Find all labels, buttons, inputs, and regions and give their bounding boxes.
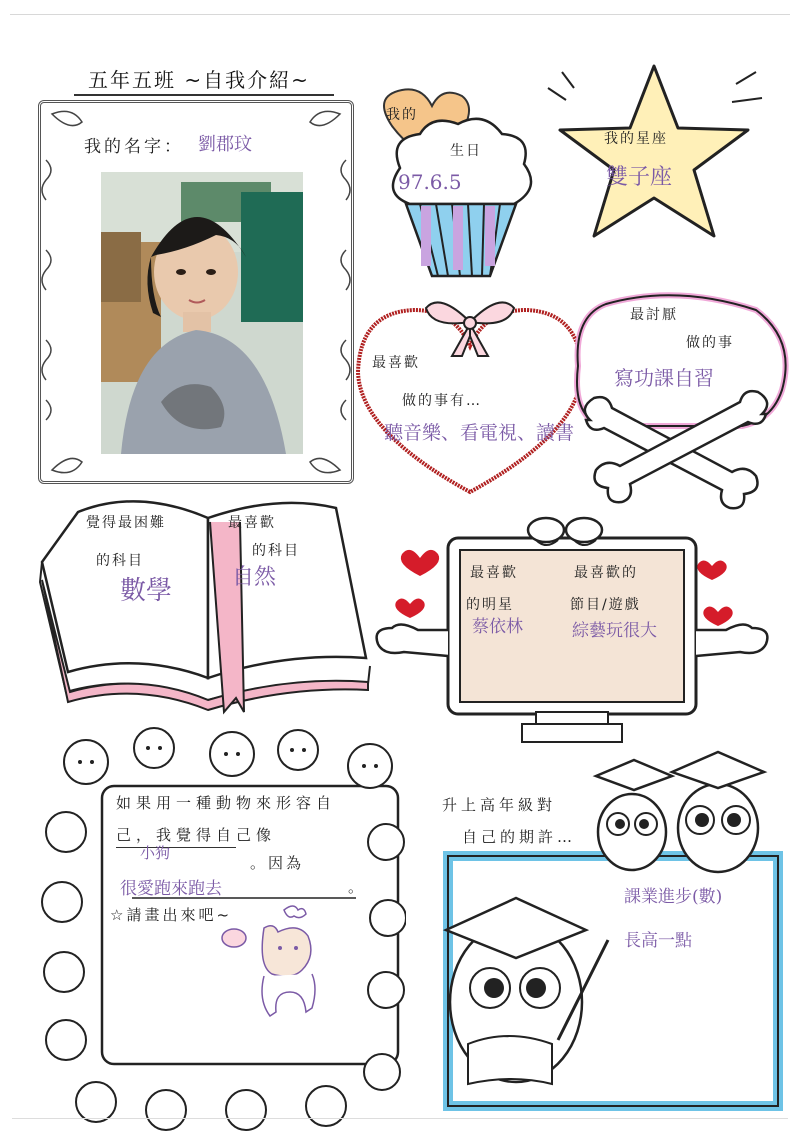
tv-show-label-2: 節目/遊戲 [570, 597, 641, 613]
animal-prompt-1: 如果用一種動物來形容自 [116, 794, 337, 812]
expectation-value-1: 課業進步(數) [624, 887, 723, 907]
animal-prompt-2: 己，我覺得自己像 [116, 826, 277, 844]
student-photo [101, 172, 303, 454]
likes-value: 聽音樂、看電視、讀書 [384, 422, 575, 444]
draw-label: ☆請畫出來吧~ [110, 906, 233, 924]
dislikes-label-1: 最討厭 [630, 307, 678, 323]
dislikes-value: 寫功課自習 [614, 366, 714, 390]
title-underline [74, 94, 334, 96]
subject-favorite-value: 自然 [232, 565, 277, 590]
animal-underline [116, 846, 236, 848]
animal-value: 小狗 [140, 844, 171, 862]
name-value: 劉郡玟 [198, 134, 252, 155]
subject-favorite-sub: 的科目 [252, 543, 300, 559]
likes-label-2: 做的事有… [402, 393, 482, 409]
because-label: 。因為 [250, 854, 305, 872]
birthday-label: 生日 [450, 143, 482, 159]
zodiac-value: 雙子座 [606, 165, 673, 190]
expectation-label-2: 自己的期許… [462, 828, 577, 846]
page-bottom-rule [12, 1118, 788, 1119]
subject-favorite-label: 最喜歡 [228, 515, 276, 531]
subject-hardest-sub: 的科目 [96, 553, 144, 569]
reason-period: 。 [348, 878, 364, 896]
dog-drawing [214, 898, 334, 1038]
subject-hardest-value: 數學 [120, 576, 173, 606]
birthday-value: 97.6.5 [398, 170, 462, 194]
tv-show-label-1: 最喜歡的 [574, 565, 638, 581]
bone-cloud-illustration [572, 284, 794, 516]
tv-star-label-1: 最喜歡 [470, 565, 518, 581]
tv-show-value: 綜藝玩很大 [572, 621, 657, 641]
page-title: 五年五班 ~自我介紹~ [88, 68, 310, 92]
page-top-rule [10, 14, 790, 15]
subject-hardest-label: 覺得最困難 [86, 515, 166, 531]
star-illustration [536, 58, 776, 238]
expectation-label-1: 升上高年級對 [442, 796, 557, 814]
tv-star-label-2: 的明星 [466, 597, 514, 613]
reason-value: 很愛跑來跑去 [120, 879, 222, 899]
owl-board-illustration [408, 744, 792, 1120]
likes-label-1: 最喜歡 [372, 355, 420, 371]
expectation-value-2: 長高一點 [624, 931, 692, 951]
name-label: 我的名字： [84, 137, 184, 157]
birthday-label-my: 我的 [386, 107, 418, 123]
dislikes-label-2: 做的事 [686, 335, 734, 351]
tv-star-value: 蔡依林 [472, 617, 523, 637]
zodiac-label: 我的星座 [604, 131, 668, 147]
